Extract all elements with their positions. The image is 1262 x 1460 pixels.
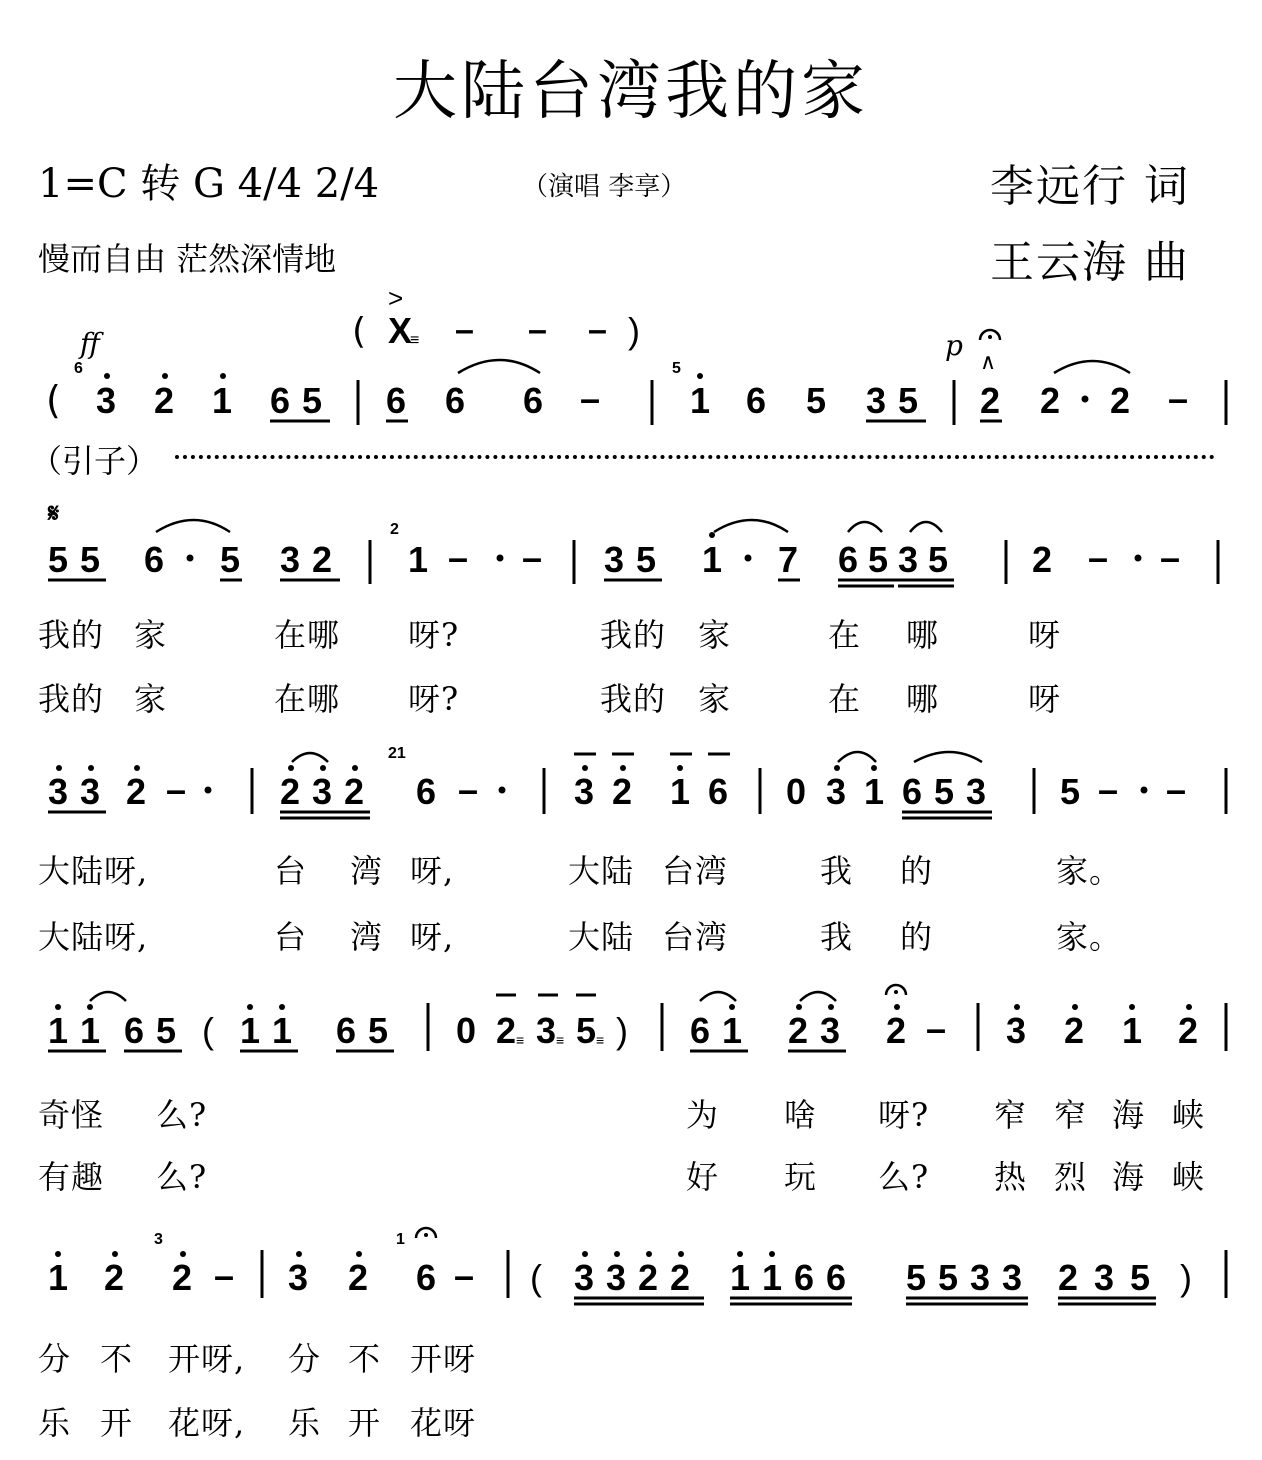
svg-text:5: 5 — [898, 380, 919, 421]
svg-text:6: 6 — [386, 380, 407, 421]
svg-text:2: 2 — [1058, 1257, 1079, 1298]
lyric-word: 花呀 — [410, 1404, 477, 1442]
svg-text:3: 3 — [154, 1231, 163, 1248]
lyric-word: 呀, — [410, 918, 455, 956]
svg-text:5: 5 — [938, 1257, 959, 1298]
lyric-row-2a — [38, 610, 1218, 654]
svg-text:5: 5 — [928, 539, 949, 580]
svg-text:–: – — [1088, 537, 1109, 578]
svg-text:–: – — [1166, 769, 1187, 810]
svg-text:2: 2 — [788, 1010, 809, 1051]
lyric-row-3b — [38, 912, 1218, 956]
svg-text:2: 2 — [496, 1010, 517, 1051]
svg-text:6: 6 — [523, 380, 544, 421]
svg-text:2: 2 — [172, 1257, 193, 1298]
svg-text:–: – — [448, 537, 469, 578]
svg-text:–: – — [528, 311, 547, 349]
svg-text:5: 5 — [48, 539, 69, 580]
svg-text:–: – — [580, 378, 601, 419]
svg-text:2: 2 — [886, 1010, 907, 1051]
svg-text:3: 3 — [866, 380, 887, 421]
lyric-word: 家 — [134, 680, 168, 718]
lyric-word: 乐 — [288, 1404, 322, 1442]
lyric-word: 台湾 — [662, 852, 729, 890]
song-title: 大陆台湾我的家 — [393, 55, 869, 129]
svg-text:≡: ≡ — [410, 332, 420, 349]
lyric-word: 热 — [994, 1158, 1028, 1196]
svg-text:6: 6 — [416, 1257, 437, 1298]
intro-dotted-line — [175, 455, 1215, 459]
svg-text:X: X — [388, 310, 413, 351]
svg-text:3: 3 — [536, 1010, 557, 1051]
lyric-word: 不 — [348, 1340, 382, 1378]
lyric-word: 奇怪 — [38, 1096, 105, 1134]
svg-text:2: 2 — [1064, 1010, 1085, 1051]
lyric-word: 呀? — [878, 1096, 930, 1134]
svg-text:1: 1 — [212, 380, 233, 421]
svg-text:6: 6 — [708, 771, 729, 812]
svg-text:5: 5 — [906, 1257, 927, 1298]
svg-text:6: 6 — [838, 539, 859, 580]
svg-text:6: 6 — [746, 380, 767, 421]
svg-text:3: 3 — [1002, 1257, 1023, 1298]
svg-text:1: 1 — [80, 1010, 101, 1051]
svg-text:3: 3 — [80, 771, 101, 812]
lyric-word: 呀 — [1028, 616, 1062, 654]
lyric-row-3a — [38, 846, 1218, 890]
svg-text:1: 1 — [864, 771, 885, 812]
lyric-word: 大陆 — [568, 918, 635, 956]
lyric-word: 的 — [900, 852, 934, 890]
svg-text:∧: ∧ — [980, 349, 997, 374]
svg-text:3: 3 — [96, 380, 117, 421]
svg-text:3: 3 — [280, 539, 301, 580]
svg-text:(: ( — [352, 311, 367, 352]
composer-credit: 王云海 曲 — [990, 237, 1190, 288]
svg-text:1: 1 — [690, 380, 711, 421]
svg-text:5: 5 — [1060, 771, 1081, 812]
dynamic-ff: ff — [80, 327, 100, 360]
lyric-word: 花呀, — [168, 1404, 246, 1442]
svg-text:2: 2 — [980, 380, 1001, 421]
svg-text:6: 6 — [826, 1257, 847, 1298]
lyric-word: 在 — [828, 680, 862, 718]
staff-row-2 — [30, 500, 1240, 600]
lyric-row-4a — [38, 1090, 1218, 1134]
lyric-word: 台 — [274, 852, 308, 890]
lyric-word: 我的 — [38, 680, 105, 718]
svg-text:2: 2 — [1178, 1010, 1199, 1051]
svg-text:5: 5 — [868, 539, 889, 580]
lyric-word: 为 — [686, 1096, 720, 1134]
lyric-word: 呀? — [408, 680, 460, 718]
svg-text:1: 1 — [408, 539, 429, 580]
svg-text:6: 6 — [124, 1010, 145, 1051]
svg-text:>: > — [388, 285, 404, 313]
lyric-word: 开 — [348, 1404, 382, 1442]
lyric-word: 峡 — [1172, 1096, 1206, 1134]
key-signature: 1=C 转 G 4/4 2/4 — [38, 161, 380, 207]
lyric-word: 哪 — [906, 616, 940, 654]
svg-text:–: – — [588, 311, 607, 349]
svg-text:3: 3 — [1006, 1010, 1027, 1051]
svg-text:5: 5 — [636, 539, 657, 580]
lyric-word: 开呀 — [410, 1340, 477, 1378]
svg-text:0: 0 — [786, 771, 807, 812]
segno-icon: 𝄋 — [48, 500, 60, 528]
svg-text:–: – — [455, 311, 474, 349]
lyric-word: 家。 — [1056, 852, 1123, 890]
staff-row-1 — [30, 285, 1240, 435]
svg-text:5: 5 — [934, 771, 955, 812]
lyric-word: 么? — [878, 1158, 930, 1196]
svg-text:6: 6 — [902, 771, 923, 812]
svg-text:3: 3 — [826, 771, 847, 812]
svg-text:): ) — [1180, 1257, 1192, 1298]
svg-text:0: 0 — [456, 1010, 477, 1051]
svg-text:2: 2 — [1032, 539, 1053, 580]
svg-text:2: 2 — [312, 539, 333, 580]
lyric-word: 开呀, — [168, 1340, 246, 1378]
staff-row-4 — [30, 975, 1240, 1065]
lyric-word: 台湾 — [662, 918, 729, 956]
staff-row-5 — [30, 1218, 1240, 1308]
svg-text:3: 3 — [574, 1257, 595, 1298]
svg-text:3: 3 — [604, 539, 625, 580]
lyric-word: 我 — [820, 918, 854, 956]
dynamic-p: p — [945, 329, 963, 362]
lyric-word: 呀, — [410, 852, 455, 890]
lyric-word: 开 — [100, 1404, 134, 1442]
svg-text:1: 1 — [762, 1257, 783, 1298]
svg-text:2: 2 — [390, 521, 399, 538]
lyric-word: 烈 — [1054, 1158, 1088, 1196]
lyric-word: 海 — [1112, 1158, 1146, 1196]
lyric-word: 湾 — [350, 852, 384, 890]
svg-text:5: 5 — [302, 380, 323, 421]
svg-text:3: 3 — [606, 1257, 627, 1298]
svg-text:2: 2 — [126, 771, 147, 812]
svg-text:3: 3 — [898, 539, 919, 580]
svg-text:≡: ≡ — [516, 1032, 525, 1048]
svg-text:2: 2 — [104, 1257, 125, 1298]
lyric-word: 不 — [100, 1340, 134, 1378]
svg-text:(: ( — [202, 1010, 214, 1051]
lyric-word: 我的 — [600, 616, 667, 654]
svg-text:3: 3 — [48, 771, 69, 812]
lyric-word: 家 — [698, 616, 732, 654]
svg-text:3: 3 — [574, 771, 595, 812]
lyric-word: 峡 — [1172, 1158, 1206, 1196]
svg-text:3: 3 — [288, 1257, 309, 1298]
svg-text:7: 7 — [778, 539, 799, 580]
svg-text:–: – — [1160, 537, 1181, 578]
svg-text:6: 6 — [416, 771, 437, 812]
intro-label: （引子） — [30, 442, 159, 480]
svg-text:2: 2 — [348, 1257, 369, 1298]
lyric-word: 我的 — [600, 680, 667, 718]
svg-text:6: 6 — [690, 1010, 711, 1051]
lyric-word: 海 — [1112, 1096, 1146, 1134]
tempo-marking: 慢而自由 茫然深情地 — [38, 240, 337, 278]
svg-text:5: 5 — [156, 1010, 177, 1051]
svg-text:(: ( — [46, 378, 61, 422]
svg-text:5: 5 — [806, 380, 827, 421]
lyric-word: 分 — [38, 1340, 72, 1378]
svg-text:3: 3 — [312, 771, 333, 812]
svg-text:1: 1 — [730, 1257, 751, 1298]
svg-text:1: 1 — [48, 1010, 69, 1051]
lyric-word: 在哪 — [274, 680, 341, 718]
svg-text:3: 3 — [1094, 1257, 1115, 1298]
lyricist-credit: 李远行 词 — [990, 161, 1190, 212]
svg-text:1: 1 — [1122, 1010, 1143, 1051]
lyric-word: 大陆呀, — [38, 918, 149, 956]
svg-text:1: 1 — [670, 771, 691, 812]
lyric-word: 大陆 — [568, 852, 635, 890]
svg-text:6: 6 — [270, 380, 291, 421]
svg-text:2: 2 — [280, 771, 301, 812]
svg-text:–: – — [1168, 378, 1189, 419]
lyric-word: 家 — [134, 616, 168, 654]
svg-text:6: 6 — [144, 539, 165, 580]
svg-text:3: 3 — [966, 771, 987, 812]
lyric-word: 我 — [820, 852, 854, 890]
svg-text:6: 6 — [445, 380, 466, 421]
staff-row-1-notation — [30, 285, 1240, 435]
svg-text:–: – — [522, 537, 543, 578]
svg-text:(: ( — [530, 1257, 542, 1298]
svg-text:21: 21 — [388, 745, 406, 762]
svg-text:2: 2 — [638, 1257, 659, 1298]
svg-text:5: 5 — [368, 1010, 389, 1051]
lyric-word: 湾 — [350, 918, 384, 956]
lyric-word: 窄 — [1054, 1096, 1088, 1134]
svg-text:–: – — [214, 1255, 235, 1296]
svg-text:5: 5 — [220, 539, 241, 580]
svg-text:6: 6 — [794, 1257, 815, 1298]
svg-text:5: 5 — [80, 539, 101, 580]
svg-text:1: 1 — [702, 539, 723, 580]
svg-text:2: 2 — [154, 380, 175, 421]
lyric-word: 玩 — [784, 1158, 818, 1196]
svg-text:5: 5 — [1130, 1257, 1151, 1298]
lyric-word: 有趣 — [38, 1158, 105, 1196]
lyric-row-5a — [38, 1334, 1218, 1378]
lyric-word: 乐 — [38, 1404, 72, 1442]
lyric-word: 窄 — [994, 1096, 1028, 1134]
svg-text:2: 2 — [344, 771, 365, 812]
svg-text:2: 2 — [1110, 380, 1131, 421]
svg-text:2: 2 — [612, 771, 633, 812]
lyric-word: 好 — [686, 1158, 720, 1196]
singer-credit: （演唱 李享） — [522, 172, 687, 202]
lyric-row-5b — [38, 1398, 1218, 1442]
svg-text:–: – — [454, 1255, 475, 1296]
staff-row-2-notation — [30, 500, 1240, 600]
staff-row-4-notation — [30, 975, 1240, 1065]
svg-text:1: 1 — [396, 1231, 405, 1248]
lyric-row-2b — [38, 674, 1218, 718]
svg-text:1: 1 — [240, 1010, 261, 1051]
svg-text:≡: ≡ — [556, 1032, 565, 1048]
svg-text:6: 6 — [74, 360, 83, 377]
lyric-word: 的 — [900, 918, 934, 956]
lyric-word: 啥 — [784, 1096, 818, 1134]
lyric-word: 呀 — [1028, 680, 1062, 718]
lyric-word: 在 — [828, 616, 862, 654]
svg-text:1: 1 — [722, 1010, 743, 1051]
lyric-word: 么? — [156, 1158, 208, 1196]
svg-text:5: 5 — [672, 360, 681, 377]
lyric-row-4b — [38, 1152, 1218, 1196]
svg-text:3: 3 — [820, 1010, 841, 1051]
svg-text:3: 3 — [970, 1257, 991, 1298]
svg-text:): ) — [616, 1010, 628, 1051]
svg-text:1: 1 — [272, 1010, 293, 1051]
lyric-word: 大陆呀, — [38, 852, 149, 890]
lyric-word: 家。 — [1056, 918, 1123, 956]
staff-row-3 — [30, 740, 1240, 830]
svg-text:≡: ≡ — [596, 1032, 605, 1048]
svg-text:1: 1 — [48, 1257, 69, 1298]
lyric-word: 呀? — [408, 616, 460, 654]
lyric-word: 哪 — [906, 680, 940, 718]
svg-text:2: 2 — [1040, 380, 1061, 421]
svg-text:–: – — [166, 769, 187, 810]
lyric-word: 么? — [156, 1096, 208, 1134]
svg-text:6: 6 — [336, 1010, 357, 1051]
svg-text:–: – — [1098, 769, 1119, 810]
lyric-word: 我的 — [38, 616, 105, 654]
lyric-word: 家 — [698, 680, 732, 718]
svg-text:–: – — [926, 1008, 947, 1049]
svg-text:5: 5 — [576, 1010, 597, 1051]
svg-text:): ) — [628, 310, 640, 351]
lyric-word: 台 — [274, 918, 308, 956]
svg-text:–: – — [458, 769, 479, 810]
svg-text:2: 2 — [670, 1257, 691, 1298]
staff-row-5-notation — [30, 1218, 1240, 1308]
lyric-word: 在哪 — [274, 616, 341, 654]
lyric-word: 分 — [288, 1340, 322, 1378]
staff-row-3-notation — [30, 740, 1240, 830]
